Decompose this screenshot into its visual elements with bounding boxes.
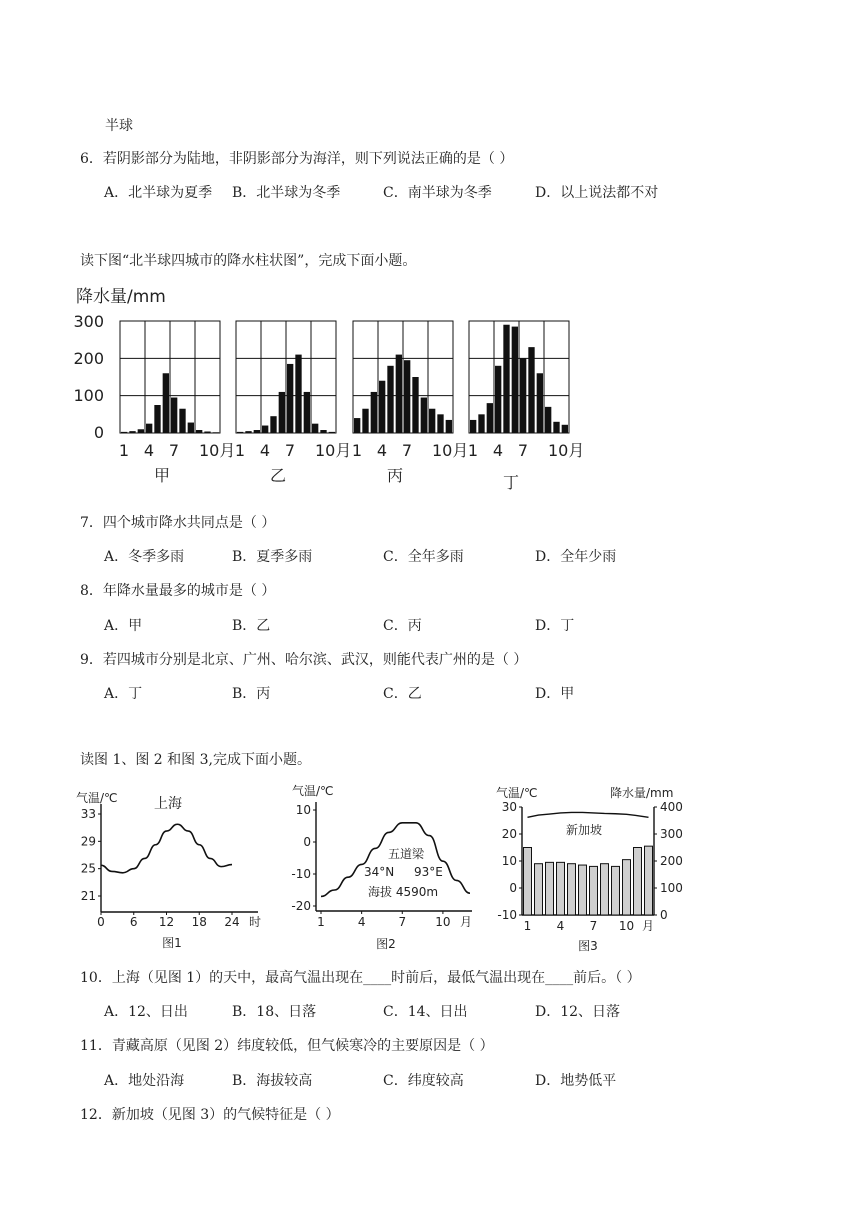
precip-panel-label: 丁 (502, 473, 520, 492)
question-7-stem: 7．四个城市降水共同点是（ ） (80, 515, 276, 531)
precip-xtick: 1 (351, 441, 363, 460)
fig2-xtick: 1 (317, 915, 325, 929)
fig3-precip-bar (590, 866, 598, 915)
fig3-xunit: 月 (642, 919, 655, 933)
fig2-ytick: -20 (291, 899, 311, 913)
fig3-ytick-left: 10 (501, 854, 517, 868)
question-10-stem: 10．上海（见图 1）的天中，最高气温出现在____时前后，最低气温出现在____前后。（ ） (80, 970, 641, 986)
fig2-xunit: 月 (460, 915, 473, 929)
precip-panel (119, 321, 235, 485)
question-12-stem: 12．新加坡（见图 3）的气候特征是（ ） (80, 1107, 340, 1123)
precip-xtick: 7 (284, 441, 296, 460)
precip-bar (429, 409, 435, 433)
fig2-xtick: 7 (398, 915, 407, 929)
fig3-ytick-right: 100 (660, 881, 683, 895)
q9-option-c[interactable]: C．乙 (383, 686, 422, 702)
q8-option-d[interactable]: D．丁 (535, 618, 575, 634)
precip-bar (470, 420, 476, 433)
precip-bar (245, 431, 251, 433)
fig1-xtick: 24 (224, 915, 240, 929)
precip-panel (235, 321, 351, 485)
q11-option-c[interactable]: C．纬度较高 (383, 1073, 464, 1089)
precip-xtick: 1 (467, 441, 479, 460)
q6-option-b[interactable]: B．北半球为冬季 (232, 185, 341, 201)
fig1-ytick: 25 (80, 861, 96, 876)
question-11-stem: 11．青藏高原（见图 2）纬度较低，但气候寒冷的主要原因是（ ） (80, 1038, 494, 1054)
precip-xtick: 4 (376, 441, 388, 460)
fig3-precip-bar (524, 848, 532, 916)
question-8-stem: 8．年降水量最多的城市是（ ） (80, 583, 276, 599)
fig2-caption: 图2 (376, 937, 396, 951)
precip-bar (320, 430, 326, 433)
precip-bar (270, 416, 276, 433)
precip-xtick: 10月 (432, 441, 469, 460)
fig3-xtick: 7 (589, 919, 598, 933)
precip-bar (163, 373, 169, 433)
fig2-ylabel: 气温/℃ (292, 784, 334, 798)
precip-ytick: 300 (73, 312, 104, 331)
precip-ytick: 0 (93, 423, 104, 442)
previous-question-fragment: 半球 (105, 118, 133, 134)
fig2-xtick: 10 (435, 915, 451, 929)
fig3-xtick: 1 (523, 919, 532, 933)
precip-bar (146, 424, 152, 433)
precip-bar (520, 358, 526, 433)
fig1-ytick: 21 (80, 889, 96, 903)
precip-ytick: 200 (73, 349, 104, 368)
q10-option-a[interactable]: A．12、日出 (104, 1004, 188, 1020)
fig3-precip-bar (612, 866, 620, 915)
fig2-ytick: 10 (295, 803, 311, 817)
precip-bar (262, 426, 268, 433)
q11-option-a[interactable]: A．地处沿海 (104, 1073, 185, 1089)
fig3-ytick-right: 0 (660, 908, 668, 922)
precip-xtick: 10月 (199, 441, 236, 460)
precip-bar (188, 423, 194, 433)
precip-intro: 读下图“北半球四城市的降水柱状图”，完成下面小题。 (80, 253, 417, 269)
q8-option-c[interactable]: C．丙 (383, 618, 422, 634)
figure-2-wudaoliang-temperature (284, 778, 484, 954)
precip-panel-label: 甲 (153, 466, 171, 485)
question-6-stem: 6．若阴影部分为陆地，非阴影部分为海洋，则下列说法正确的是（ ） (80, 151, 514, 167)
precip-bar (412, 377, 418, 433)
precip-bar (196, 430, 202, 433)
q9-option-d[interactable]: D．甲 (535, 686, 575, 702)
fig1-xtick: 0 (97, 915, 105, 929)
precip-xtick: 7 (401, 441, 413, 460)
precip-bar (487, 403, 493, 433)
fig2-ytick: 0 (303, 835, 311, 849)
fig2-lon: 93°E (414, 865, 443, 879)
fig3-ytick-right: 300 (660, 827, 683, 841)
fig2-xtick: 4 (357, 915, 366, 929)
q11-option-b[interactable]: B．海拔较高 (232, 1073, 313, 1089)
q7-option-c[interactable]: C．全年多雨 (383, 549, 464, 565)
precip-bar (279, 392, 285, 433)
fig1-xtick: 12 (158, 915, 175, 929)
precip-bar (437, 414, 443, 433)
q7-option-d[interactable]: D．全年少雨 (535, 549, 617, 565)
figure-3-singapore-climate (494, 780, 700, 956)
precip-bar (396, 355, 402, 433)
fig2-elevation: 海拔 4590m (368, 885, 439, 899)
precip-bar (138, 429, 144, 433)
q10-option-b[interactable]: B．18、日落 (232, 1004, 317, 1020)
q9-option-b[interactable]: B．丙 (232, 686, 271, 702)
fig3-ytick-left: 30 (501, 800, 517, 814)
precip-ytick: 100 (73, 386, 104, 405)
precip-ylabel: 降水量/mm (76, 287, 166, 307)
figure-1-shanghai-temperature (74, 784, 274, 954)
fig1-place: 上海 (154, 796, 182, 812)
precip-bar (329, 432, 335, 433)
fig3-place: 新加坡 (566, 823, 603, 837)
precip-xtick: 4 (492, 441, 504, 460)
precip-bar (528, 347, 534, 433)
precip-bar (237, 432, 243, 433)
precip-panel-label: 丙 (386, 466, 404, 485)
precip-xtick: 7 (517, 441, 529, 460)
precip-bar (537, 373, 543, 433)
precip-bar (553, 422, 559, 433)
fig2-place: 五道梁 (388, 847, 425, 861)
precip-bar (545, 407, 551, 433)
precip-bar (478, 414, 484, 433)
fig3-ytick-right: 400 (660, 800, 683, 814)
fig3-ytick-right: 200 (660, 854, 683, 868)
fig1-temperature-curve (101, 824, 232, 873)
question-9-stem: 9．若四城市分别是北京、广州、哈尔滨、武汉，则能代表广州的是（ ） (80, 652, 528, 668)
precip-bar (287, 364, 293, 433)
precip-bar (204, 432, 210, 433)
precip-bar (304, 392, 310, 433)
precipitation-bar-charts (70, 278, 590, 498)
q7-option-a[interactable]: A．冬季多雨 (104, 549, 185, 565)
precip-panel (352, 321, 468, 485)
precip-xtick: 10月 (315, 441, 352, 460)
precip-bar (354, 418, 360, 433)
precip-bar (295, 355, 301, 433)
climate-intro: 读图 1、图 2 和图 3,完成下面小题。 (80, 752, 311, 768)
precip-bar (362, 409, 368, 433)
precip-bar (371, 392, 377, 433)
fig3-xtick: 4 (556, 919, 565, 933)
q6-option-d[interactable]: D．以上说法都不对 (535, 185, 659, 201)
precip-bar (379, 381, 385, 433)
precip-bar (121, 432, 127, 433)
fig3-ytick-left: 0 (509, 881, 517, 895)
precip-xtick: 10月 (548, 441, 585, 460)
fig1-xtick: 18 (191, 915, 207, 929)
fig3-precip-bar (634, 848, 642, 916)
fig3-caption: 图3 (578, 939, 598, 953)
precip-bar (312, 424, 318, 433)
fig1-ylabel: 气温/℃ (76, 791, 118, 805)
fig1-ytick: 33 (80, 807, 96, 821)
precip-xtick: 7 (168, 441, 180, 460)
q9-option-a[interactable]: A．丁 (104, 686, 143, 702)
fig1-xtick: 6 (129, 915, 138, 929)
precip-bar (503, 325, 509, 433)
fig2-lat: 34°N (364, 865, 395, 879)
q8-option-b[interactable]: B．乙 (232, 618, 271, 634)
precip-bar (512, 327, 518, 433)
precip-xtick: 1 (234, 441, 246, 460)
q7-option-b[interactable]: B．夏季多雨 (232, 549, 313, 565)
q10-option-d[interactable]: D．12、日落 (535, 1004, 621, 1020)
precip-bar (171, 398, 177, 433)
fig3-precip-bar (557, 862, 565, 915)
precip-bar (129, 431, 135, 433)
precip-bar (446, 420, 452, 433)
fig3-precip-bar (535, 864, 543, 915)
q6-option-a[interactable]: A．北半球为夏季 (104, 185, 213, 201)
precip-bar (387, 366, 393, 433)
fig3-precip-bar (601, 864, 609, 915)
precip-panel-label: 乙 (269, 466, 287, 485)
precip-bar (495, 366, 501, 433)
fig3-precip-bar (645, 846, 653, 915)
precip-bar (179, 409, 185, 433)
precip-bar (254, 430, 260, 433)
precip-bar (562, 425, 568, 433)
precip-xtick: 4 (143, 441, 155, 460)
precip-bar (421, 398, 427, 433)
q6-option-c[interactable]: C．南半球为冬季 (383, 185, 492, 201)
fig1-caption: 图1 (162, 936, 182, 950)
fig1-ytick: 29 (80, 834, 96, 849)
fig3-xtick: 10 (618, 919, 635, 933)
q11-option-d[interactable]: D．地势低平 (535, 1073, 617, 1089)
precip-xtick: 4 (259, 441, 271, 460)
fig3-ylabel-left: 气温/℃ (496, 786, 538, 800)
q8-option-a[interactable]: A．甲 (104, 618, 143, 634)
fig2-ytick: -10 (291, 867, 311, 881)
precip-bar (154, 405, 160, 433)
fig3-ytick-left: 20 (501, 827, 517, 841)
precip-bar (404, 360, 410, 433)
precip-panel (468, 321, 584, 492)
fig3-precip-bar (546, 862, 554, 915)
fig3-ylabel-right: 降水量/mm (610, 786, 674, 800)
fig3-precip-bar (568, 864, 576, 915)
precip-bar (213, 432, 219, 433)
fig1-xunit: 时 (249, 915, 262, 929)
fig3-temperature-curve (528, 812, 649, 817)
fig3-ytick-left: -10 (497, 908, 517, 922)
q10-option-c[interactable]: C．14、日出 (383, 1004, 468, 1020)
fig3-precip-bar (623, 860, 631, 915)
fig3-precip-bar (579, 865, 587, 915)
precip-xtick: 1 (118, 441, 130, 460)
